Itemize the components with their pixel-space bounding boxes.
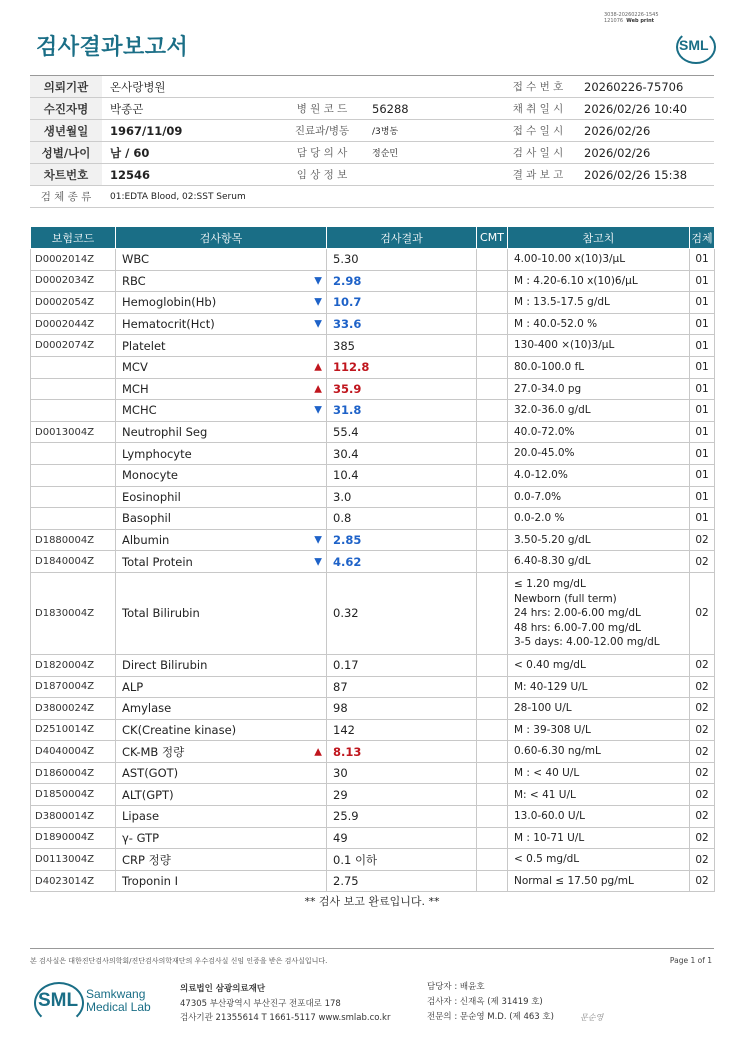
cmt-cell (477, 443, 508, 465)
cmt-cell (477, 698, 508, 720)
insurance-code: D0013004Z (31, 421, 116, 443)
reference-range: M: 40-129 U/L (508, 676, 690, 698)
test-name: Albumin (122, 533, 170, 548)
specimen-code: 01 (690, 270, 715, 292)
test-name-cell (116, 870, 327, 892)
report-label: 결 과 보 고 (500, 164, 576, 186)
test-name-cell (116, 421, 327, 443)
insurance-code (31, 486, 116, 508)
test-name-cell (116, 249, 327, 271)
result-row (31, 486, 715, 508)
reference-range: M : 4.20-6.10 x(10)6/μL (508, 270, 690, 292)
insurance-code: D1820004Z (31, 654, 116, 676)
test-result: 385 (327, 335, 477, 357)
test-name: MCH (122, 381, 149, 396)
result-row (31, 827, 715, 849)
footer-logo-name2: Medical Lab (86, 1000, 151, 1014)
test-result: 49 (327, 827, 477, 849)
test-name-cell (116, 313, 327, 335)
reference-range: 13.0-60.0 U/L (508, 806, 690, 828)
test-name-cell (116, 698, 327, 720)
reference-range: M : 10-71 U/L (508, 827, 690, 849)
insurance-code: D1830004Z (31, 572, 116, 654)
org-info (180, 982, 390, 1026)
specimen-code: 01 (690, 313, 715, 335)
test-result: 8.13 (327, 741, 477, 763)
test-result: 10.7 (327, 292, 477, 314)
receipt-no-label: 접 수 번 호 (500, 76, 576, 98)
reference-range: 0.0-2.0 % (508, 508, 690, 530)
reference-range: 6.40-8.30 g/dL (508, 551, 690, 573)
low-flag-icon: ▼ (314, 404, 322, 416)
specimen-code: 01 (690, 292, 715, 314)
receipt-date-value: 2026/02/26 (576, 120, 714, 142)
col-name: 검사항목 (116, 227, 327, 249)
test-name-cell (116, 676, 327, 698)
insurance-code: D0002044Z (31, 313, 116, 335)
insurance-code: D1880004Z (31, 529, 116, 551)
result-row (31, 698, 715, 720)
test-name: RBC (122, 273, 146, 288)
reference-range: 40.0-72.0% (508, 421, 690, 443)
reference-range: M : 13.5-17.5 g/dL (508, 292, 690, 314)
result-row (31, 400, 715, 422)
staff-specialist: 전문의 : 문순영 M.D. (제 463 호) (427, 1012, 554, 1022)
test-name: Troponin I (122, 874, 179, 889)
reference-range: M : 40.0-52.0 % (508, 313, 690, 335)
cmt-cell (477, 572, 508, 654)
test-result: 3.0 (327, 486, 477, 508)
footer-logo-name (86, 988, 151, 1014)
high-flag-icon: ▲ (314, 361, 322, 373)
hospital-label: 의뢰기관 (30, 76, 102, 98)
cmt-cell (477, 270, 508, 292)
test-name-cell (116, 551, 327, 573)
specimen-code: 01 (690, 335, 715, 357)
cmt-cell (477, 806, 508, 828)
specimen-code: 01 (690, 421, 715, 443)
doctor-value: 정순민 (364, 142, 500, 164)
patient-value: 박종곤 (102, 98, 280, 120)
specimen-code: 02 (690, 762, 715, 784)
high-flag-icon: ▲ (314, 746, 322, 758)
reference-range: M : 39-308 U/L (508, 719, 690, 741)
result-row (31, 849, 715, 871)
sex-age-value: 남 / 60 (102, 142, 280, 164)
specimen-code: 01 (690, 464, 715, 486)
insurance-code (31, 443, 116, 465)
cmt-cell (477, 849, 508, 871)
footer-note: 본 검사실은 대한진단검사의학회/진단검사의학재단의 우수검사실 신임 인증을 받은 검사실입니다. (30, 957, 328, 965)
test-name: AST(GOT) (122, 766, 179, 781)
insurance-code (31, 400, 116, 422)
specimen-code: 02 (690, 741, 715, 763)
cmt-cell (477, 335, 508, 357)
reference-range: 130-400 ×(10)3/μL (508, 335, 690, 357)
result-row (31, 313, 715, 335)
result-row (31, 654, 715, 676)
result-row (31, 676, 715, 698)
test-name: ALP (122, 679, 144, 694)
test-result: 112.8 (327, 356, 477, 378)
test-name-cell (116, 443, 327, 465)
reference-range: 28-100 U/L (508, 698, 690, 720)
test-result: 0.32 (327, 572, 477, 654)
test-name: Neutrophil Seg (122, 425, 208, 440)
dob-label: 생년월일 (30, 120, 102, 142)
test-name: MCV (122, 360, 148, 375)
col-cmt: CMT (477, 227, 508, 249)
collect-label: 채 취 일 시 (500, 98, 576, 120)
insurance-code (31, 356, 116, 378)
cmt-cell (477, 313, 508, 335)
cmt-cell (477, 400, 508, 422)
test-name-cell (116, 356, 327, 378)
sml-logo (676, 26, 716, 62)
test-name: Eosinophil (122, 489, 181, 504)
test-name-cell (116, 654, 327, 676)
print-info-line1: 3038-20260226-1545 (604, 12, 659, 18)
results-table (30, 226, 715, 892)
print-info (604, 12, 659, 24)
low-flag-icon: ▼ (314, 275, 322, 287)
staff-manager: 담당자 : 배윤호 (427, 982, 485, 992)
insurance-code: D4040004Z (31, 741, 116, 763)
insurance-code: D1890004Z (31, 827, 116, 849)
test-name-cell (116, 741, 327, 763)
result-row (31, 870, 715, 892)
result-row (31, 378, 715, 400)
reference-range: Normal ≤ 17.50 pg/mL (508, 870, 690, 892)
reference-range: 20.0-45.0% (508, 443, 690, 465)
sml-footer-logo (34, 980, 174, 1020)
test-name-cell (116, 762, 327, 784)
reference-range: 0.60-6.30 ng/mL (508, 741, 690, 763)
specimen-code: 01 (690, 508, 715, 530)
specimen-value: 01:EDTA Blood, 02:SST Serum (102, 186, 714, 208)
reference-range: 4.00-10.00 x(10)3/μL (508, 249, 690, 271)
test-name: Amylase (122, 701, 172, 716)
specimen-code: 02 (690, 870, 715, 892)
specimen-label: 검 체 종 류 (30, 186, 102, 208)
test-name: MCHC (122, 403, 157, 418)
test-name: Total Protein (122, 554, 193, 569)
test-name-cell (116, 572, 327, 654)
test-result: 30 (327, 762, 477, 784)
receipt-date-label: 접 수 일 시 (500, 120, 576, 142)
reference-range: 32.0-36.0 g/dL (508, 400, 690, 422)
result-row (31, 762, 715, 784)
reference-range: < 0.40 mg/dL (508, 654, 690, 676)
cmt-cell (477, 676, 508, 698)
report-complete-text: ** 검사 보고 완료입니다. ** (304, 895, 440, 908)
test-name: WBC (122, 252, 150, 267)
test-name-cell (116, 378, 327, 400)
reference-range: 3.50-5.20 g/dL (508, 529, 690, 551)
test-name: CK-MB 정량 (122, 744, 185, 759)
test-result: 0.1 이하 (327, 849, 477, 871)
cmt-cell (477, 741, 508, 763)
test-name: Hemoglobin(Hb) (122, 295, 217, 310)
reference-range: ≤ 1.20 mg/dL Newborn (full term) 24 hrs: 2.00-6.00 mg/dL 48 hrs: 6.00-7.00 mg/dL 3-5 days: 4.00-12.00 mg/dL (508, 572, 690, 654)
test-result: 31.8 (327, 400, 477, 422)
result-row (31, 719, 715, 741)
cmt-cell (477, 421, 508, 443)
reference-range: M: < 41 U/L (508, 784, 690, 806)
test-name: Platelet (122, 338, 166, 353)
test-name: CRP 정량 (122, 852, 171, 867)
specimen-code: 02 (690, 806, 715, 828)
test-result: 0.8 (327, 508, 477, 530)
org-name: 의료법인 삼광의료재단 (180, 984, 266, 994)
specimen-code: 01 (690, 486, 715, 508)
col-result: 검사결과 (327, 227, 477, 249)
specimen-code: 02 (690, 529, 715, 551)
result-row (31, 741, 715, 763)
test-name-cell (116, 827, 327, 849)
print-label: Web print (626, 18, 655, 24)
specimen-code: 01 (690, 443, 715, 465)
test-result: 10.4 (327, 464, 477, 486)
low-flag-icon: ▼ (314, 556, 322, 568)
footer-logo-text: SML (38, 990, 79, 1011)
specimen-code: 02 (690, 849, 715, 871)
specimen-code: 01 (690, 249, 715, 271)
reference-range: < 0.5 mg/dL (508, 849, 690, 871)
cmt-cell (477, 870, 508, 892)
test-name: Hematocrit(Hct) (122, 317, 215, 332)
result-row (31, 249, 715, 271)
staff-tester: 검사자 : 신재옥 (제 31419 호) (427, 997, 543, 1007)
footer-divider (30, 948, 714, 949)
col-code: 보험코드 (31, 227, 116, 249)
test-name: Lymphocyte (122, 446, 192, 461)
test-name-cell (116, 719, 327, 741)
test-name-cell (116, 464, 327, 486)
results-header-row (31, 227, 715, 249)
insurance-code: D1850004Z (31, 784, 116, 806)
cmt-cell (477, 486, 508, 508)
chart-value: 12546 (102, 164, 280, 186)
high-flag-icon: ▲ (314, 383, 322, 395)
insurance-code: D0113004Z (31, 849, 116, 871)
specimen-code: 01 (690, 378, 715, 400)
clinical-label: 임 상 정 보 (280, 164, 364, 186)
specimen-code: 02 (690, 719, 715, 741)
test-name: Direct Bilirubin (122, 658, 208, 673)
col-spec: 검체 (690, 227, 715, 249)
result-row (31, 551, 715, 573)
result-row (31, 356, 715, 378)
result-row (31, 421, 715, 443)
hosp-code-label: 병 원 코 드 (280, 98, 364, 120)
insurance-code: D0002034Z (31, 270, 116, 292)
cmt-cell (477, 762, 508, 784)
cmt-cell (477, 529, 508, 551)
test-name: Lipase (122, 809, 160, 824)
result-row (31, 443, 715, 465)
result-row (31, 529, 715, 551)
result-row (31, 572, 715, 654)
specimen-code: 02 (690, 676, 715, 698)
insurance-code (31, 378, 116, 400)
test-name-cell (116, 784, 327, 806)
test-result: 2.98 (327, 270, 477, 292)
test-name-cell (116, 508, 327, 530)
cmt-cell (477, 719, 508, 741)
insurance-code: D3800014Z (31, 806, 116, 828)
sex-age-label: 성별/나이 (30, 142, 102, 164)
test-date-value: 2026/02/26 (576, 142, 714, 164)
staff-info (427, 980, 554, 1025)
col-ref: 참고치 (508, 227, 690, 249)
specimen-code: 01 (690, 400, 715, 422)
test-result: 5.30 (327, 249, 477, 271)
dept-label: 진료과/병동 (280, 120, 364, 142)
insurance-code: D1840004Z (31, 551, 116, 573)
insurance-code: D0002074Z (31, 335, 116, 357)
low-flag-icon: ▼ (314, 296, 322, 308)
specimen-code: 01 (690, 356, 715, 378)
cmt-cell (477, 784, 508, 806)
test-result: 29 (327, 784, 477, 806)
insurance-code: D1870004Z (31, 676, 116, 698)
specimen-code: 02 (690, 551, 715, 573)
test-date-label: 검 사 일 시 (500, 142, 576, 164)
low-flag-icon: ▼ (314, 318, 322, 330)
hosp-code-value: 56288 (364, 98, 500, 120)
cmt-cell (477, 827, 508, 849)
specimen-code: 02 (690, 784, 715, 806)
chart-label: 차트번호 (30, 164, 102, 186)
test-name-cell (116, 400, 327, 422)
test-result: 4.62 (327, 551, 477, 573)
insurance-code: D0002014Z (31, 249, 116, 271)
test-result: 35.9 (327, 378, 477, 400)
org-address: 47305 부산광역시 부산진구 전포대로 178 (180, 998, 341, 1009)
cmt-cell (477, 249, 508, 271)
specimen-code: 02 (690, 572, 715, 654)
cmt-cell (477, 292, 508, 314)
reference-range: 0.0-7.0% (508, 486, 690, 508)
result-row (31, 464, 715, 486)
footer-logo-name1: Samkwang (86, 987, 146, 1001)
insurance-code (31, 464, 116, 486)
test-result: 87 (327, 676, 477, 698)
test-name: CK(Creatine kinase) (122, 722, 237, 737)
signature: 문순영 (580, 1013, 604, 1022)
test-name-cell (116, 335, 327, 357)
test-name-cell (116, 849, 327, 871)
dob-value: 1967/11/09 (102, 120, 280, 142)
insurance-code: D3800024Z (31, 698, 116, 720)
patient-label: 수진자명 (30, 98, 102, 120)
result-row (31, 784, 715, 806)
cmt-cell (477, 464, 508, 486)
insurance-code: D2510014Z (31, 719, 116, 741)
insurance-code (31, 508, 116, 530)
specimen-code: 02 (690, 827, 715, 849)
reference-range: 4.0-12.0% (508, 464, 690, 486)
print-info-line2: 121076 (604, 18, 624, 24)
test-name: γ- GTP (122, 830, 160, 845)
report-value: 2026/02/26 15:38 (576, 164, 714, 186)
patient-info-table (30, 75, 714, 208)
cmt-cell (477, 508, 508, 530)
test-name: ALT(GPT) (122, 787, 174, 802)
result-row (31, 335, 715, 357)
result-row (31, 270, 715, 292)
reference-range: 27.0-34.0 pg (508, 378, 690, 400)
receipt-no-value: 20260226-75706 (576, 76, 714, 98)
low-flag-icon: ▼ (314, 534, 322, 546)
test-result: 2.85 (327, 529, 477, 551)
insurance-code: D1860004Z (31, 762, 116, 784)
specimen-code: 02 (690, 698, 715, 720)
test-result: 0.17 (327, 654, 477, 676)
test-result: 30.4 (327, 443, 477, 465)
result-row (31, 806, 715, 828)
result-row (31, 508, 715, 530)
specimen-code: 02 (690, 654, 715, 676)
cmt-cell (477, 551, 508, 573)
cmt-cell (477, 654, 508, 676)
test-result: 2.75 (327, 870, 477, 892)
test-name: Basophil (122, 511, 171, 526)
test-name: Monocyte (122, 468, 178, 483)
test-result: 98 (327, 698, 477, 720)
test-result: 142 (327, 719, 477, 741)
doctor-label: 담 당 의 사 (280, 142, 364, 164)
insurance-code: D4023014Z (31, 870, 116, 892)
test-name-cell (116, 292, 327, 314)
test-name-cell (116, 529, 327, 551)
test-result: 25.9 (327, 806, 477, 828)
test-name-cell (116, 486, 327, 508)
test-name: Total Bilirubin (122, 606, 200, 621)
reference-range: M : < 40 U/L (508, 762, 690, 784)
page-number: Page 1 of 1 (669, 956, 712, 965)
reference-range: 80.0-100.0 fL (508, 356, 690, 378)
collect-value: 2026/02/26 10:40 (576, 98, 714, 120)
cmt-cell (477, 378, 508, 400)
clinical-value (364, 164, 500, 186)
results-body (31, 249, 715, 892)
hospital-value: 온사랑병원 (102, 76, 500, 98)
test-result: 55.4 (327, 421, 477, 443)
test-name-cell (116, 270, 327, 292)
dept-value: /3병동 (364, 120, 500, 142)
cmt-cell (477, 356, 508, 378)
test-name-cell (116, 806, 327, 828)
result-row (31, 292, 715, 314)
page-title: 검사결과보고서 (36, 35, 189, 60)
insurance-code: D0002054Z (31, 292, 116, 314)
org-contact: 검사기관 21355614 T 1661-5117 www.smlab.co.kr (180, 1013, 391, 1023)
logo-text: SML (679, 37, 709, 53)
test-result: 33.6 (327, 313, 477, 335)
